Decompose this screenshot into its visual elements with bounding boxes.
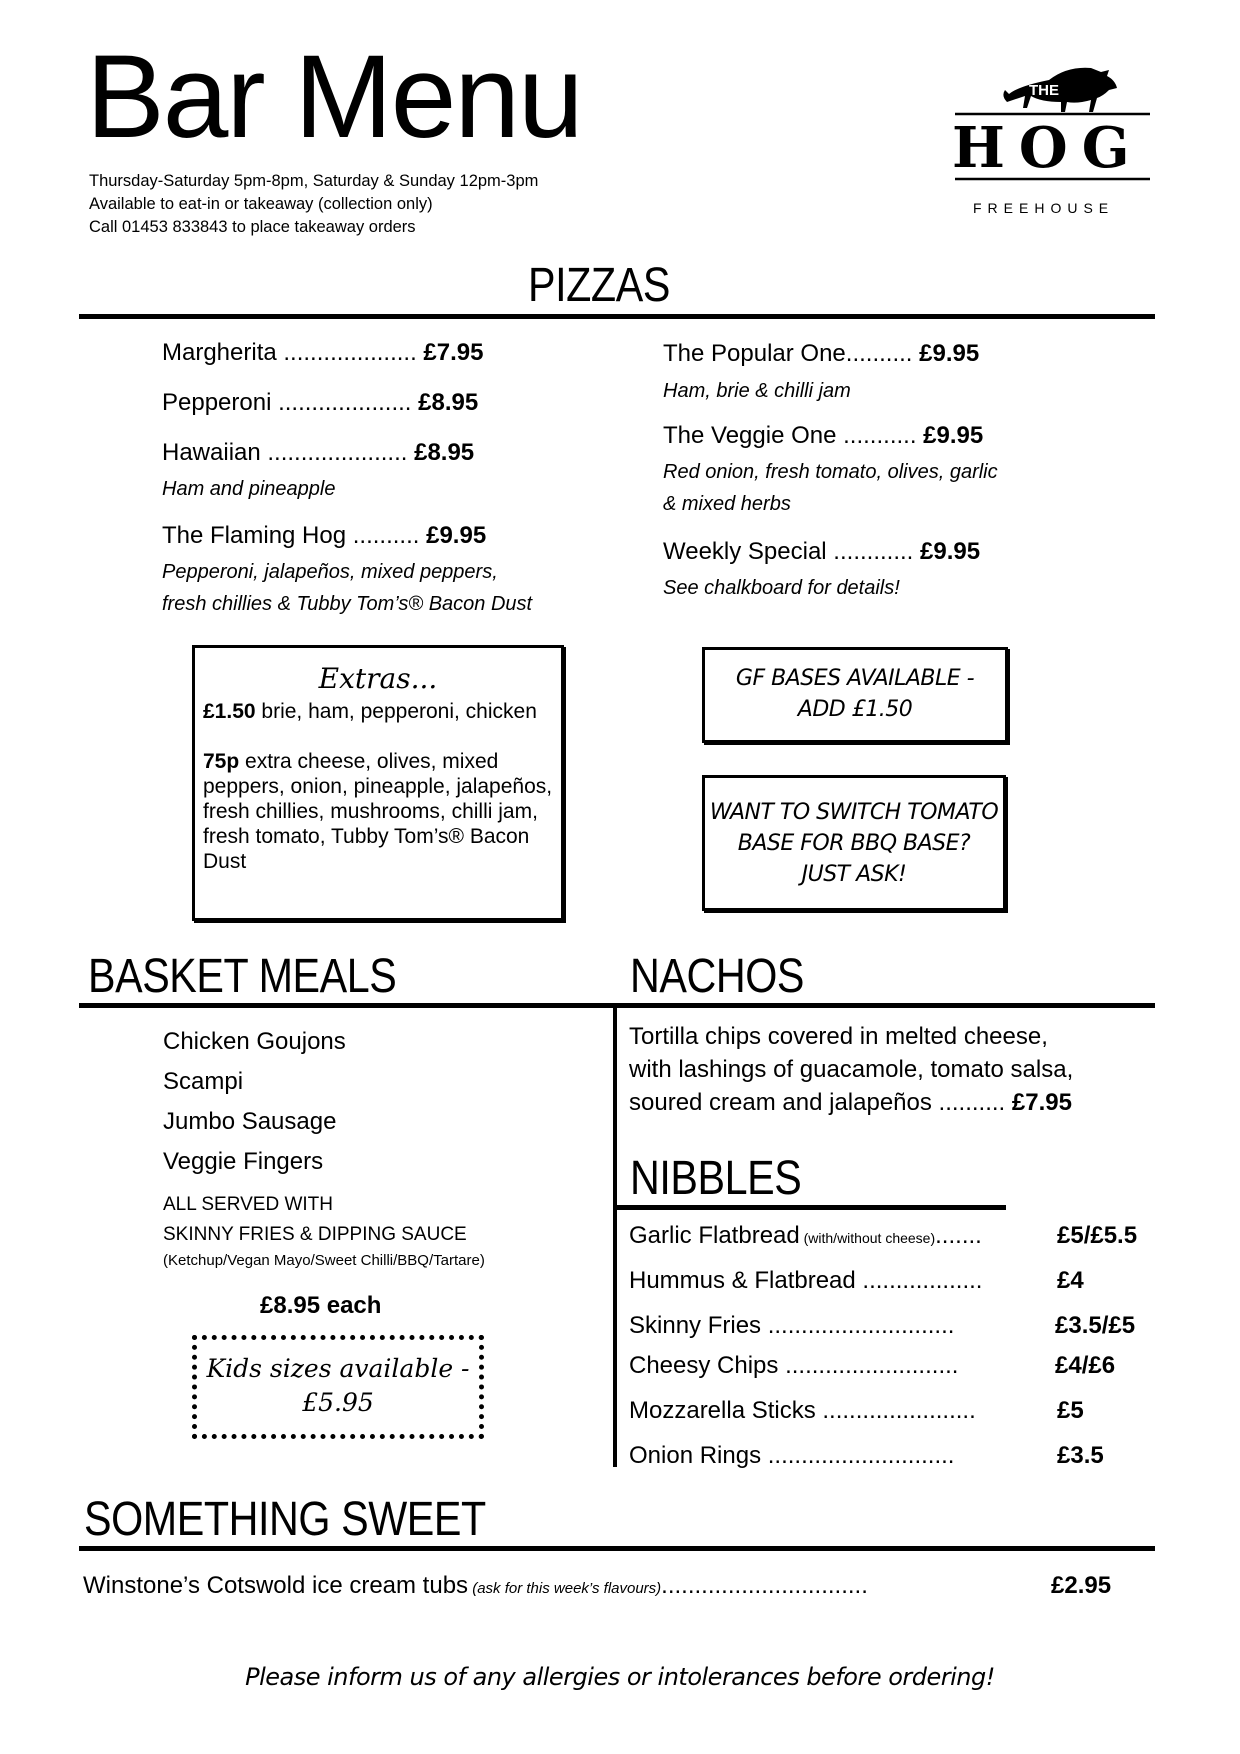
menu-item: The Popular One.......... £9.95	[663, 340, 980, 367]
nachos-description: Tortilla chips covered in melted cheese, with lashings of guacamole, tomato salsa, soured cream and jalapeños .......... £7.95	[629, 1023, 1074, 1116]
served-with-note: ALL SERVED WITH SKINNY FRIES & DIPPING SAUCE (Ketchup/Vegan Mayo/Sweet Chilli/BBQ/Tartare)	[163, 1194, 485, 1269]
menu-title: Bar Menu	[86, 31, 582, 163]
section-title-something-sweet: SOMETHING SWEET	[84, 1493, 486, 1546]
item-description: See chalkboard for details!	[663, 577, 900, 599]
list-item: Chicken Goujons	[163, 1028, 346, 1055]
list-item: Scampi	[163, 1068, 244, 1095]
item-description: Red onion, fresh tomato, olives, garlic & mixed herbs	[663, 461, 998, 515]
menu-item: Winstone’s Cotswold ice cream tubs (ask for this week’s flavours)............................... £2.95	[83, 1572, 1112, 1599]
hog-logo	[952, 62, 1160, 227]
menu-item: Garlic Flatbread (with/without cheese)....... £5/£5.5	[629, 1222, 1138, 1249]
menu-item: Onion Rings ............................ £3.5	[629, 1442, 1104, 1469]
menu-item: Pepperoni .................... £8.95	[162, 389, 479, 416]
divider	[79, 1546, 1155, 1551]
section-title-basket-meals: BASKET MEALS	[88, 950, 397, 1003]
logo-subtitle: FREEHOUSE	[973, 200, 1115, 216]
basket-meals-list	[163, 1022, 346, 1182]
nachos-price: £7.95	[1011, 1089, 1072, 1116]
menu-item: Margherita .................... £7.95	[162, 339, 484, 366]
menu-item: Weekly Special ............ £9.95	[663, 538, 981, 565]
extras-box	[192, 645, 564, 921]
divider	[79, 314, 1155, 319]
menu-item: Skinny Fries ............................ £3.5/£5	[629, 1312, 1136, 1339]
section-title-nibbles: NIBBLES	[630, 1152, 802, 1205]
item-description: Pepperoni, jalapeños, mixed peppers, fresh chillies & Tubby Tom’s® Bacon Dust	[162, 561, 533, 615]
extras-title: Extras...	[318, 662, 438, 695]
section-title-pizzas: PIZZAS	[528, 259, 670, 312]
item-description: Ham and pineapple	[162, 478, 336, 500]
menu-item: Cheesy Chips .......................... £4/£6	[629, 1352, 1116, 1379]
section-title-nachos: NACHOS	[630, 950, 805, 1003]
menu-item: Mozzarella Sticks ....................... £5	[629, 1397, 1084, 1424]
basket-price: £8.95 each	[260, 1292, 382, 1319]
bbq-base-note: WANT TO SWITCH TOMATO BASE FOR BBQ BASE? JUST ASK!	[702, 775, 1006, 911]
opening-hours: Thursday-Saturday 5pm-8pm, Saturday & Sunday 12pm-3pm	[89, 172, 539, 190]
sweet-price: £2.95	[1051, 1572, 1112, 1599]
menu-item: The Veggie One ........... £9.95	[663, 422, 984, 449]
menu-item: Hawaiian ..................... £8.95	[162, 439, 475, 466]
list-item: Veggie Fingers	[163, 1148, 324, 1175]
gf-bases-note: GF BASES AVAILABLE - ADD £1.50	[702, 647, 1008, 743]
logo-name: HOG	[952, 115, 1144, 181]
allergy-note: Please inform us of any allergies or intolerances before ordering!	[245, 1663, 995, 1691]
item-description: Ham, brie & chilli jam	[663, 380, 851, 402]
divider	[617, 1205, 1006, 1210]
column-divider	[613, 1006, 617, 1467]
phone-note: Call 01453 833843 to place takeaway orders	[89, 218, 416, 236]
kids-sizes-note: Kids sizes available - £5.95	[192, 1335, 484, 1439]
divider	[79, 1003, 1155, 1008]
menu-item: The Flaming Hog .......... £9.95	[162, 522, 487, 549]
menu-item: Hummus & Flatbread .................. £4	[629, 1267, 1084, 1294]
logo-the: THE	[1029, 82, 1059, 99]
availability-note: Available to eat-in or takeaway (collection only)	[89, 195, 433, 213]
opening-info	[89, 170, 538, 239]
list-item: Jumbo Sausage	[163, 1108, 337, 1135]
extras-body: £1.50 brie, ham, pepperoni, chicken 75p extra cheese, olives, mixed peppers, onion, pineapple, jalapeños, fresh chillies, mushrooms, chilli jam, fresh tomato, Tubby Tom’s® Bacon Dust	[203, 700, 553, 873]
